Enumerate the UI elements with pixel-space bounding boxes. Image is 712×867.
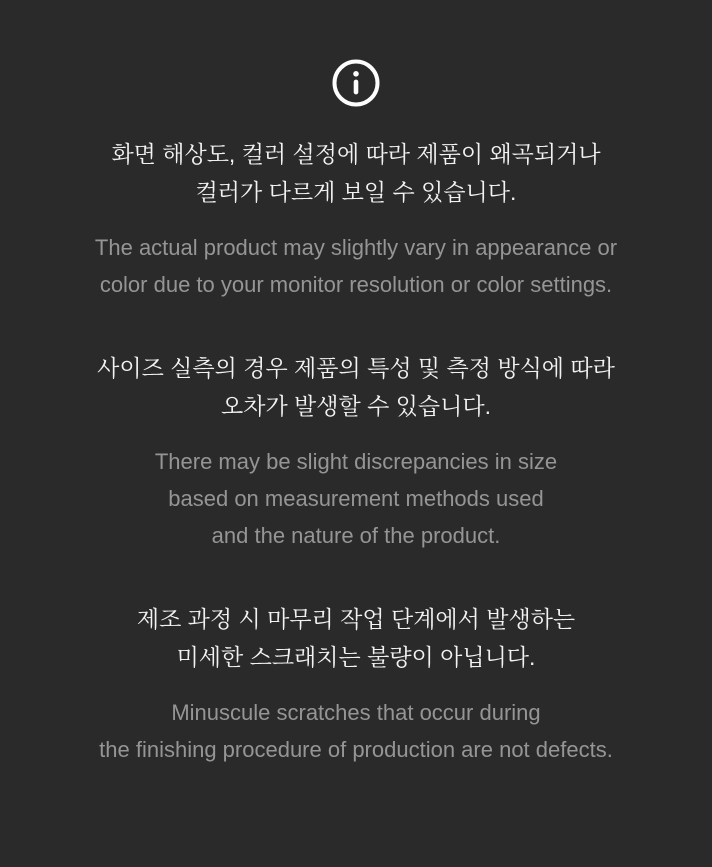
notice-korean-text [0,135,712,211]
notice-english-text [0,443,712,554]
info-icon [332,59,380,107]
notice-english-line: Minuscule scratches that occur during [171,700,541,725]
product-notice-panel [0,59,712,867]
notice-korean-line: 미세한 스크래치는 불량이 아닙니다. [176,644,536,670]
notice-section-scratches [0,600,712,768]
notice-english-line: based on measurement methods used [168,486,544,511]
notice-korean-text [0,349,712,425]
notice-korean-line: 화면 해상도, 컬러 설정에 따라 제품이 왜곡되거나 [111,141,601,167]
notice-korean-line: 사이즈 실측의 경우 제품의 특성 및 측정 방식에 따라 [97,355,615,381]
notice-section-size-measurement [0,349,712,554]
notice-english-line: color due to your monitor resolution or color settings. [99,272,613,297]
notice-english-text [0,229,712,303]
notice-english-line: There may be slight discrepancies in size [154,449,558,474]
notice-korean-text [0,600,712,676]
notice-english-line: The actual product may slightly vary in appearance or [94,235,618,260]
notice-english-text [0,694,712,768]
notice-section-display-color [0,135,712,303]
notice-korean-line: 컬러가 다르게 보일 수 있습니다. [195,179,517,205]
notice-english-line: and the nature of the product. [211,523,501,548]
notice-english-line: the finishing procedure of production are not defects. [99,737,613,762]
notice-korean-line: 제조 과정 시 마무리 작업 단계에서 발생하는 [136,606,576,632]
notice-korean-line: 오차가 발생할 수 있습니다. [221,393,491,419]
